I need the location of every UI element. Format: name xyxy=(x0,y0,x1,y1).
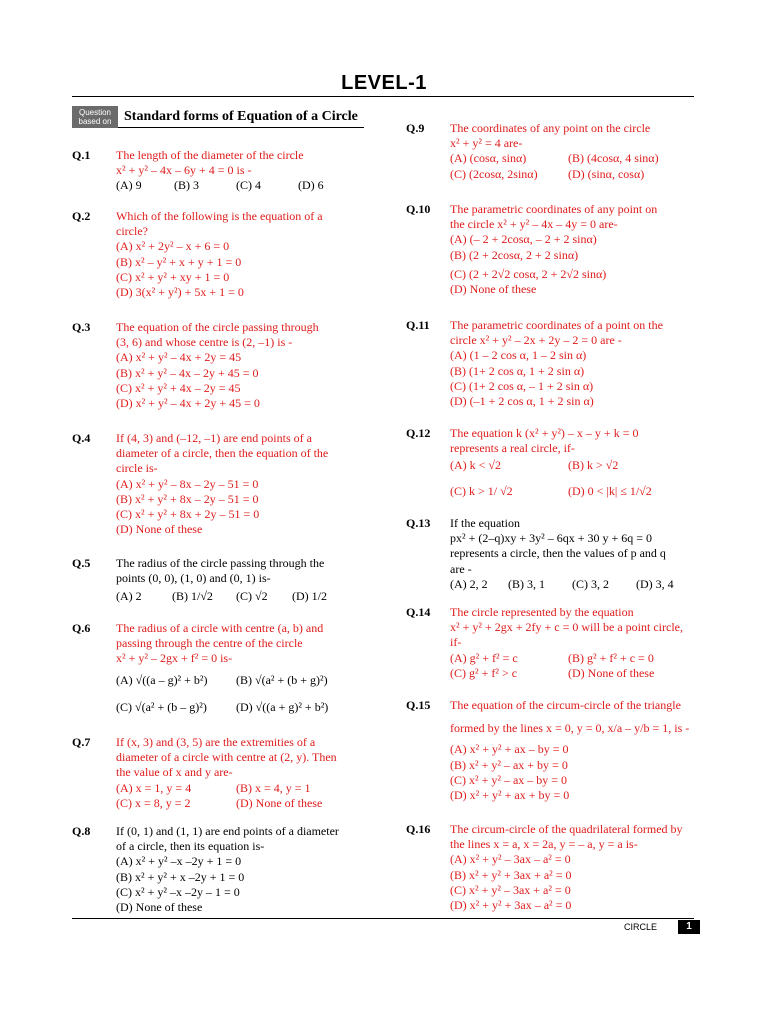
option-d: (D) (–1 + 2 cos α, 1 + 2 sin α) xyxy=(450,394,594,409)
option-b: (B) 1/√2 xyxy=(172,589,213,604)
question-stem: x² + y² = 4 are- xyxy=(450,136,523,151)
section-header xyxy=(72,106,364,128)
option-c: (C) x² + y² –x –2y – 1 = 0 xyxy=(116,884,240,899)
option-a: (A) (– 2 + 2cosα, – 2 + 2 sinα) xyxy=(450,232,597,247)
question-number: Q.16 xyxy=(406,822,431,836)
option-c: (C) √2 xyxy=(236,589,268,604)
question-number: Q.15 xyxy=(406,698,431,712)
question-stem: formed by the lines x = 0, y = 0, x/a – y/b = 1, is - xyxy=(450,721,690,736)
option-c: (C) (2cosα, 2sinα) xyxy=(450,166,538,181)
option-b: (B) (4cosα, 4 sinα) xyxy=(568,151,659,166)
question-stem: represents a real circle, if- xyxy=(450,441,575,456)
question-number: Q.13 xyxy=(406,516,431,530)
option-d: (D) 0 < |k| ≤ 1/√2 xyxy=(568,483,652,498)
option-b: (B) 3, 1 xyxy=(508,576,545,591)
footer-divider xyxy=(72,918,694,919)
question-stem: The radius of a circle with centre (a, b) and xyxy=(116,621,324,635)
option-d: (D) 1/2 xyxy=(292,589,327,604)
option-a: (A) (cosα, sinα) xyxy=(450,151,527,166)
question-number: Q.9 xyxy=(406,121,425,135)
option-d: (D) √((a + g)² + b²) xyxy=(236,699,329,714)
title-divider xyxy=(72,96,694,97)
option-d: (D) None of these xyxy=(116,522,203,537)
question-stem: diameter of a circle with centre at (2, y). Then xyxy=(116,750,337,765)
option-c: (C) x² + y² + xy + 1 = 0 xyxy=(116,269,230,284)
option-a: (A) 2, 2 xyxy=(450,576,488,591)
question-stem: if- xyxy=(450,635,462,650)
option-b: (B) x² + y² – 4x – 2y + 45 = 0 xyxy=(116,365,259,380)
question-stem: are - xyxy=(450,561,472,576)
option-b: (B) g² + f² + c = 0 xyxy=(568,650,654,665)
option-a: (A) x² + y² – 4x + 2y = 45 xyxy=(116,350,242,365)
question-stem: circle is- xyxy=(116,461,158,476)
option-c: (C) 3, 2 xyxy=(572,576,609,591)
option-d: (D) 3(x² + y²) + 5x + 1 = 0 xyxy=(116,285,244,300)
option-a: (A) x = 1, y = 4 xyxy=(116,780,192,795)
question-based-on-badge xyxy=(72,106,118,128)
question-stem: The equation of the circle passing through xyxy=(116,320,319,334)
question-number: Q.6 xyxy=(72,621,91,635)
option-c: (C) 4 xyxy=(236,178,261,193)
option-a: (A) (1 – 2 cos α, 1 – 2 sin α) xyxy=(450,348,587,363)
option-a: (A) x² + y² – 3ax – a² = 0 xyxy=(450,852,571,867)
question-stem: The circum-circle of the quadrilateral formed by xyxy=(450,822,683,836)
question-stem: the circle x² + y² – 4x – 4y = 0 are- xyxy=(450,217,618,232)
question-number: Q.14 xyxy=(406,605,431,619)
question-stem: points (0, 0), (1, 0) and (0, 1) is- xyxy=(116,571,271,586)
option-b: (B) x² + y² + x –2y + 1 = 0 xyxy=(116,869,245,884)
question-number: Q.4 xyxy=(72,431,91,445)
question-stem: circle x² + y² – 2x + 2y – 2 = 0 are - xyxy=(450,333,622,348)
option-a: (A) √((a – g)² + b²) xyxy=(116,672,208,687)
option-c: (C) x = 8, y = 2 xyxy=(116,795,191,810)
question-stem: x² + y² – 2gx + f² = 0 is- xyxy=(116,651,233,666)
option-c: (C) (1+ 2 cos α, – 1 + 2 sin α) xyxy=(450,378,594,393)
option-b: (B) x² + y² – ax + by = 0 xyxy=(450,757,568,772)
question-stem: the value of x and y are- xyxy=(116,765,233,780)
question-stem: If (0, 1) and (1, 1) are end points of a diameter xyxy=(116,824,339,838)
badge-line-1: Question xyxy=(78,108,112,117)
question-number: Q.2 xyxy=(72,209,91,223)
option-c: (C) x² + y² – ax – by = 0 xyxy=(450,772,568,787)
option-b: (B) (1+ 2 cos α, 1 + 2 sin α) xyxy=(450,363,585,378)
page-number: 1 xyxy=(678,920,700,934)
option-d: (D) x² + y² + 3ax – a² = 0 xyxy=(450,898,572,913)
option-d: (D) None of these xyxy=(236,795,323,810)
question-stem: The length of the diameter of the circle xyxy=(116,148,304,162)
option-c: (C) k > 1/ √2 xyxy=(450,483,513,498)
option-a: (A) x² + y² –x –2y + 1 = 0 xyxy=(116,854,242,869)
question-stem: If (4, 3) and (–12, –1) are end points of a xyxy=(116,431,312,445)
option-a: (A) g² + f² = c xyxy=(450,650,518,665)
question-stem: The coordinates of any point on the circle xyxy=(450,121,651,135)
question-stem: (3, 6) and whose centre is (2, –1) is - xyxy=(116,335,293,350)
section-title: Standard forms of Equation of a Circle xyxy=(118,107,364,128)
option-c: (C) (2 + 2√2 cosα, 2 + 2√2 sinα) xyxy=(450,266,607,281)
question-stem: the lines x = a, x = 2a, y = – a, y = a is- xyxy=(450,837,638,852)
option-b: (B) (2 + 2cosα, 2 + 2 sinα) xyxy=(450,247,579,262)
option-a: (A) x² + y² + ax – by = 0 xyxy=(450,742,569,757)
question-number: Q.10 xyxy=(406,202,431,216)
question-number: Q.1 xyxy=(72,148,91,162)
option-b: (B) k > √2 xyxy=(568,458,619,473)
question-stem: of a circle, then its equation is- xyxy=(116,839,265,854)
option-d: (D) x² + y² – 4x + 2y + 45 = 0 xyxy=(116,396,260,411)
option-b: (B) 3 xyxy=(174,178,199,193)
question-stem: If (x, 3) and (3, 5) are the extremities of a xyxy=(116,735,316,749)
option-c: (C) x² + y² – 3ax + a² = 0 xyxy=(450,882,571,897)
question-stem: px² + (2–q)xy + 3y² – 6qx + 30 y + 6q = 0 xyxy=(450,531,653,546)
footer-chapter-label: CIRCLE xyxy=(624,922,658,932)
option-b: (B) x² + y² + 3ax + a² = 0 xyxy=(450,867,572,882)
question-stem: The equation k (x² + y²) – x – y + k = 0 xyxy=(450,426,639,440)
question-stem: x² + y² – 4x – 6y + 4 = 0 is - xyxy=(116,163,252,178)
question-stem: represents a circle, then the values of p and q xyxy=(450,546,666,561)
option-a: (A) 2 xyxy=(116,589,142,604)
question-stem: Which of the following is the equation of a xyxy=(116,209,323,223)
question-stem: If the equation xyxy=(450,516,520,530)
question-stem: The circle represented by the equation xyxy=(450,605,634,619)
option-d: (D) 3, 4 xyxy=(636,576,674,591)
question-number: Q.5 xyxy=(72,556,91,570)
question-stem: x² + y² + 2gx + 2fy + c = 0 will be a point circle, xyxy=(450,620,683,635)
question-number: Q.3 xyxy=(72,320,91,334)
option-b: (B) √(a² + (b + g)²) xyxy=(236,672,328,687)
option-d: (D) 6 xyxy=(298,178,324,193)
question-stem: The radius of the circle passing through the xyxy=(116,556,325,570)
option-d: (D) None of these xyxy=(568,665,655,680)
option-d: (D) None of these xyxy=(116,900,203,915)
question-stem: circle? xyxy=(116,224,148,239)
option-a: (A) 9 xyxy=(116,178,142,193)
question-stem: The parametric coordinates of a point on the xyxy=(450,318,663,332)
option-c: (C) x² + y² + 4x – 2y = 45 xyxy=(116,380,241,395)
page-title: LEVEL-1 xyxy=(341,72,427,94)
option-c: (C) g² + f² > c xyxy=(450,665,518,680)
option-d: (D) None of these xyxy=(450,282,537,297)
option-c: (C) √(a² + (b – g)²) xyxy=(116,699,207,714)
option-a: (A) x² + y² – 8x – 2y – 51 = 0 xyxy=(116,476,259,491)
question-number: Q.7 xyxy=(72,735,91,749)
question-stem: The equation of the circum-circle of the triangle xyxy=(450,698,681,712)
option-d: (D) x² + y² + ax + by = 0 xyxy=(450,788,570,803)
question-stem: diameter of a circle, then the equation of the xyxy=(116,446,329,461)
option-b: (B) x² – y² + x + y + 1 = 0 xyxy=(116,254,242,269)
option-a: (A) k < √2 xyxy=(450,458,502,473)
question-number: Q.8 xyxy=(72,824,91,838)
question-number: Q.11 xyxy=(406,318,430,332)
option-a: (A) x² + 2y² – x + 6 = 0 xyxy=(116,239,230,254)
badge-line-2: based on xyxy=(78,117,112,126)
question-stem: The parametric coordinates of any point on xyxy=(450,202,658,216)
option-c: (C) x² + y² + 8x + 2y – 51 = 0 xyxy=(116,507,260,522)
option-b: (B) x = 4, y = 1 xyxy=(236,780,311,795)
option-b: (B) x² + y² + 8x – 2y – 51 = 0 xyxy=(116,491,259,506)
question-stem: passing through the centre of the circle xyxy=(116,636,303,651)
option-d: (D) (sinα, cosα) xyxy=(568,166,645,181)
question-number: Q.12 xyxy=(406,426,431,440)
